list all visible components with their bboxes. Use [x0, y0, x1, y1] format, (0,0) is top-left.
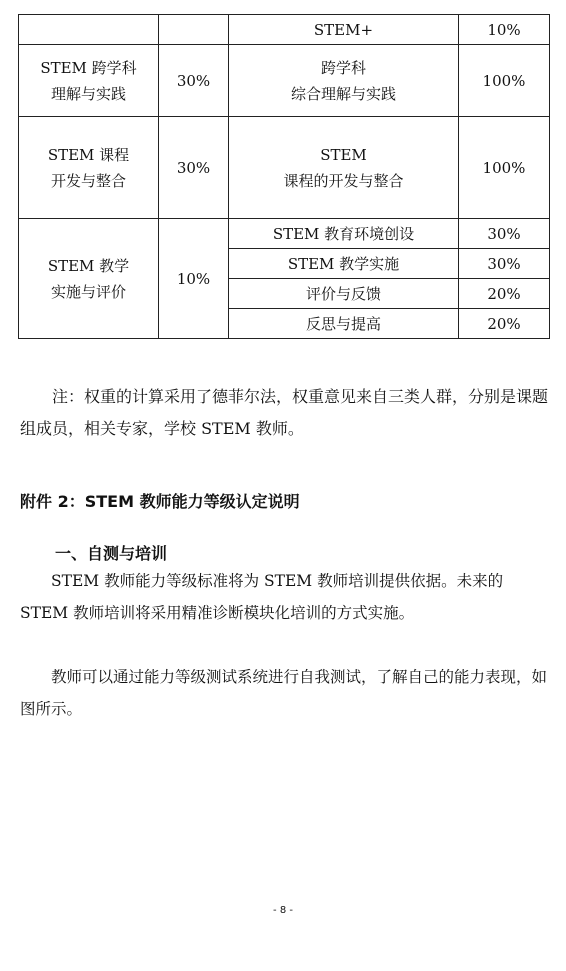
table-cell: 10%	[459, 15, 550, 45]
cell-line: 实施与评价	[50, 282, 126, 301]
table-cell: 30%	[459, 249, 550, 279]
table-row	[19, 219, 550, 249]
section-title: 一、自测与培训	[55, 544, 168, 563]
table-cell	[19, 117, 159, 219]
cell-line: STEM	[320, 145, 367, 164]
table-cell: 30%	[159, 45, 229, 117]
cell-line: STEM 跨学科	[40, 58, 137, 77]
table-cell	[19, 15, 159, 45]
cell-line: 综合理解与实践	[290, 84, 396, 103]
table-cell: STEM 教育环境创设	[229, 219, 459, 249]
table-cell: 20%	[459, 309, 550, 339]
cell-line: STEM 课程	[47, 145, 130, 164]
table-cell: 30%	[159, 117, 229, 219]
table-cell	[159, 15, 229, 45]
table-cell	[229, 45, 459, 117]
paragraph: STEM 教师能力等级标准将为 STEM 教师培训提供依据。未来的 STEM 教师培训将采用精准诊断模块化培训的方式实施。	[20, 572, 504, 622]
table-row	[19, 15, 550, 45]
page-number: - 8 -	[273, 905, 293, 916]
cell-line: 理解与实践	[50, 84, 126, 103]
table-cell: 评价与反馈	[229, 279, 459, 309]
table-cell: 100%	[459, 45, 550, 117]
cell-line: STEM 教学	[47, 256, 130, 275]
table-note: 注：权重的计算采用了德菲尔法，权重意见来自三类人群，分别是课题组成员，相关专家，学校 STEM 教师。	[20, 387, 549, 438]
cell-line: 课程的开发与整合	[283, 171, 404, 190]
table-cell: 30%	[459, 219, 550, 249]
table-cell: STEM+	[229, 15, 459, 45]
table-cell	[229, 117, 459, 219]
weights-table	[18, 14, 550, 339]
table-cell: 20%	[459, 279, 550, 309]
table-cell: 10%	[159, 219, 229, 339]
table-cell: 100%	[459, 117, 550, 219]
table-cell	[19, 45, 159, 117]
table-cell: STEM 教学实施	[229, 249, 459, 279]
appendix-title: 附件 2：STEM 教师能力等级认定说明	[20, 492, 300, 511]
cell-line: 跨学科	[320, 58, 366, 77]
table-row	[19, 45, 550, 117]
table-cell: 反思与提高	[229, 309, 459, 339]
table-row	[19, 117, 550, 219]
paragraph: 教师可以通过能力等级测试系统进行自我测试，了解自己的能力表现，如图所示。	[20, 668, 548, 718]
table-cell	[19, 219, 159, 339]
cell-line: 开发与整合	[50, 171, 126, 190]
